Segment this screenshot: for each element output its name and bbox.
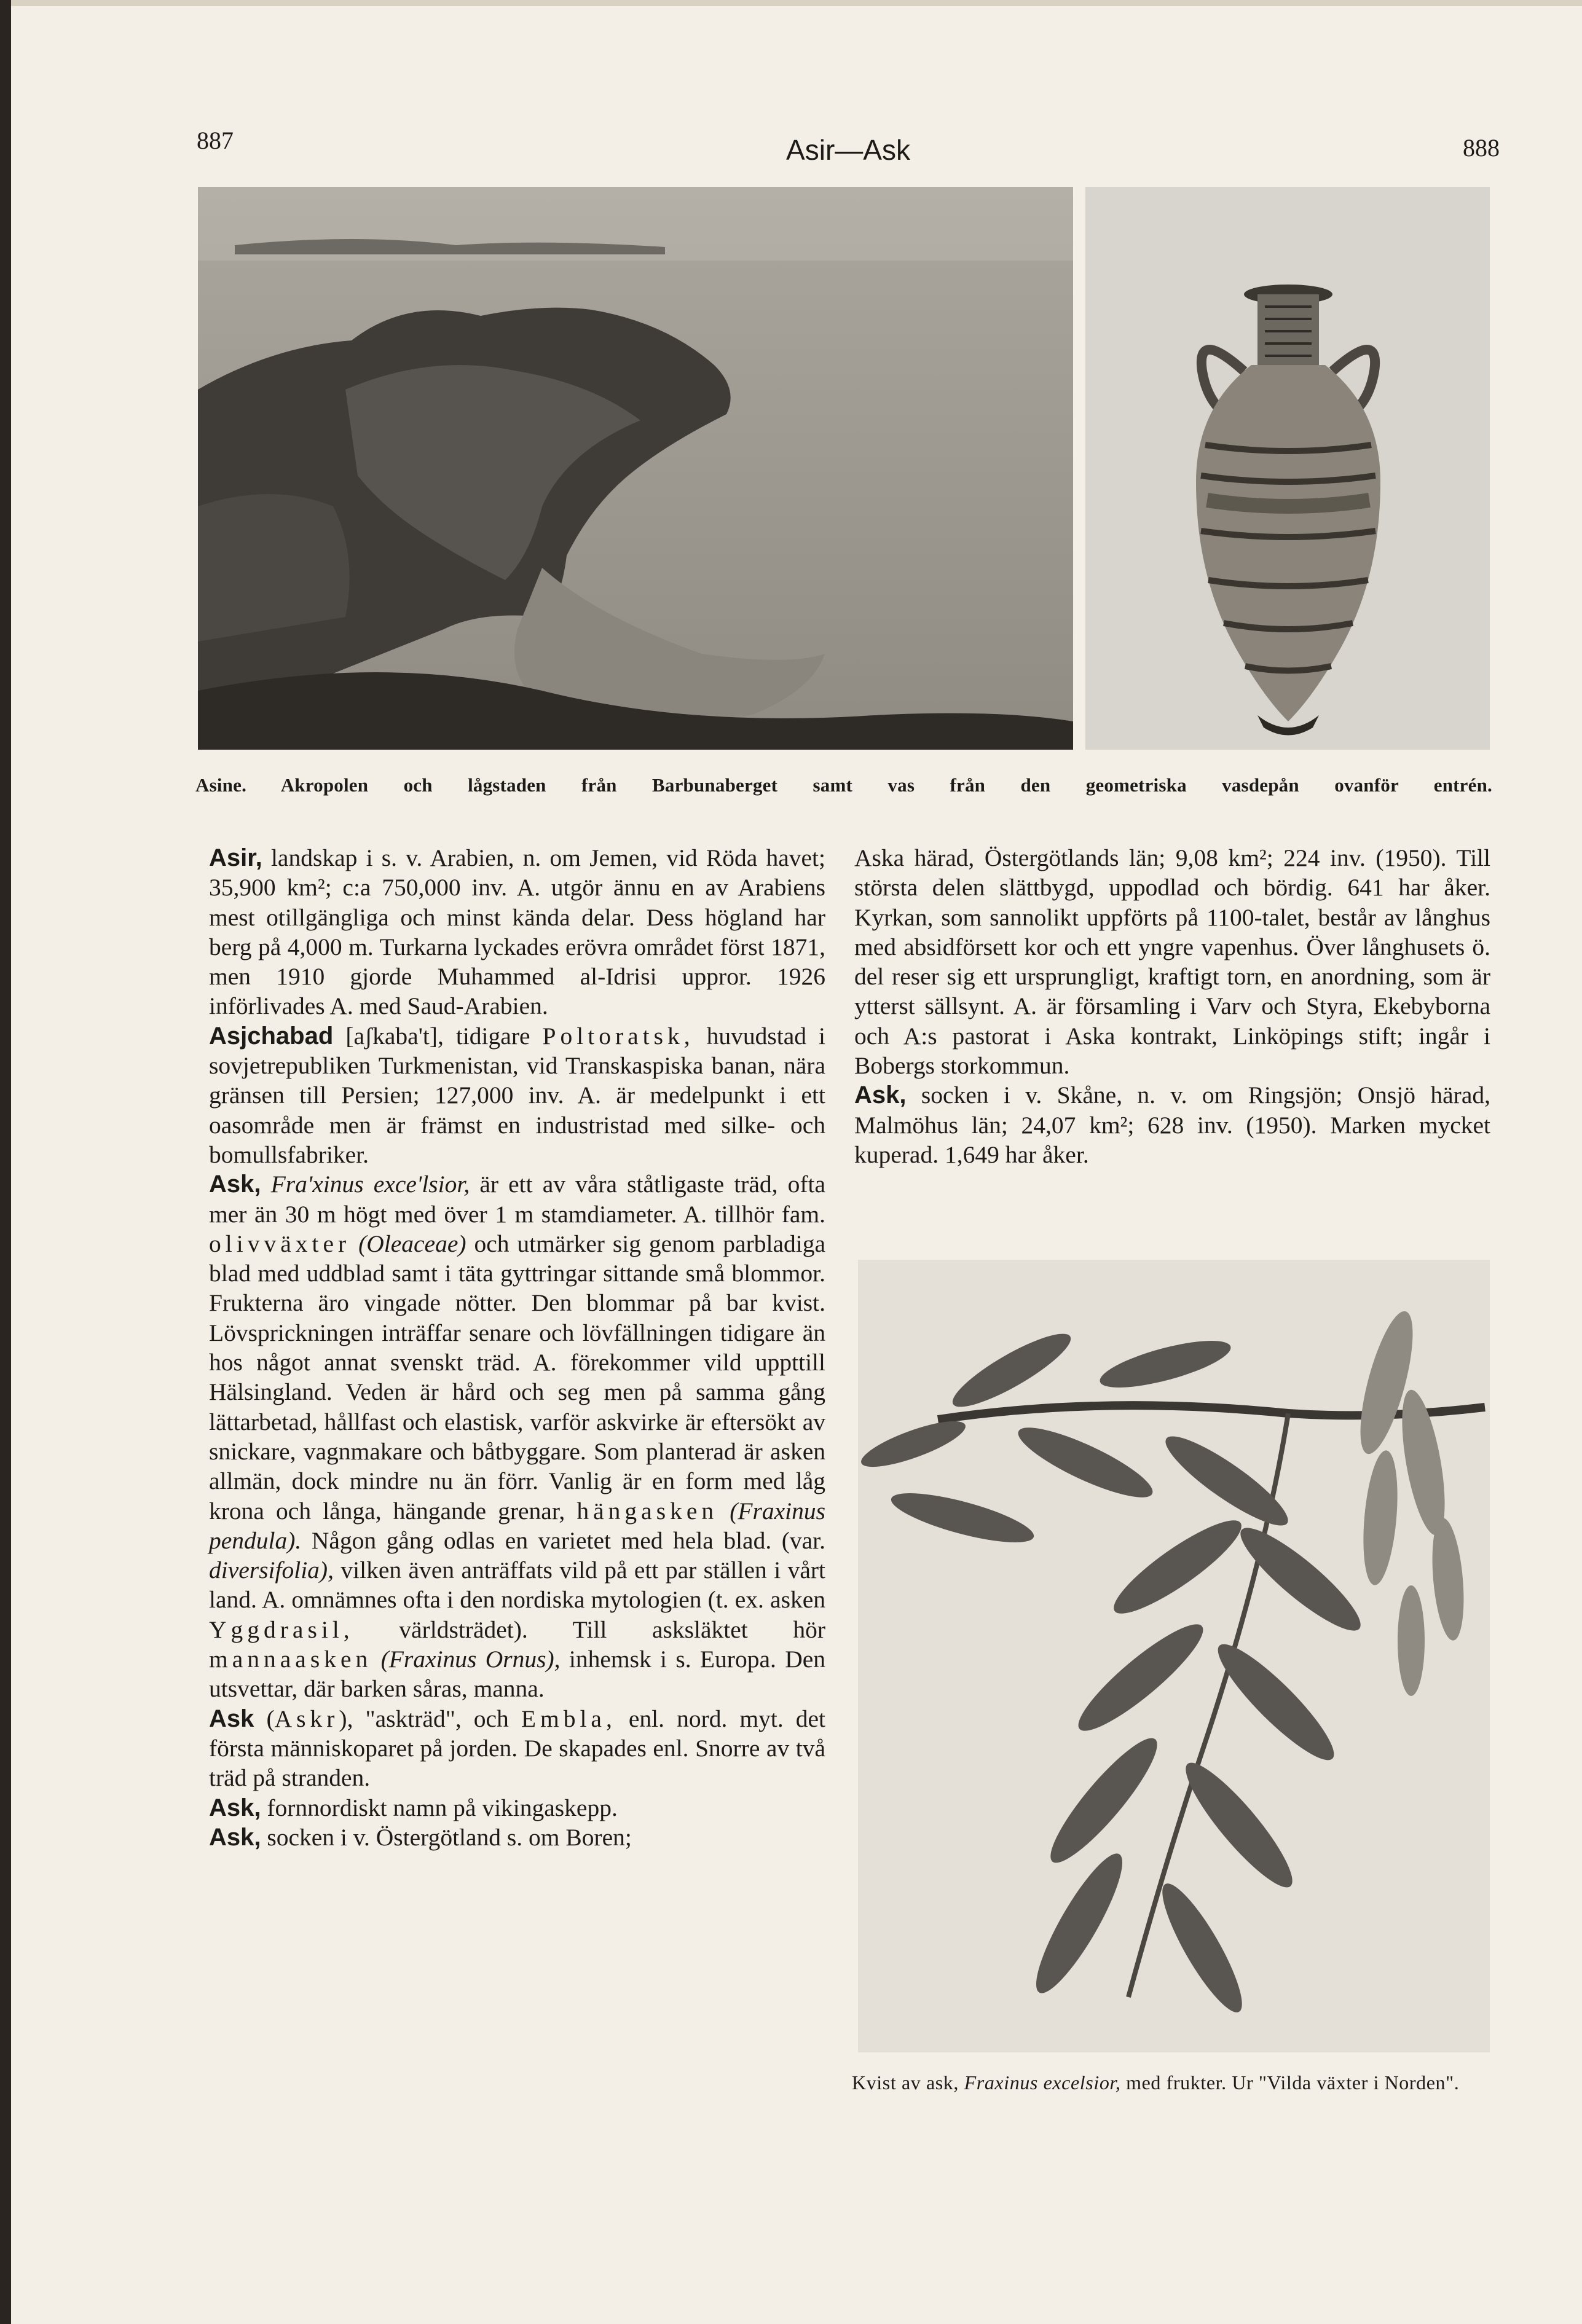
spaced-term: olivväxter <box>209 1230 351 1257</box>
pronunciation: [aʃkaba't], <box>345 1022 444 1050</box>
ash-figure-caption <box>852 2071 1486 2095</box>
entry-body: socken i v. Östergötland s. om Boren; <box>267 1823 632 1851</box>
spaced-term: Askr <box>274 1705 339 1732</box>
spaced-name: Poltoratsk, <box>542 1022 695 1050</box>
entry-body: huvudstad i sovjetrepubliken Turkmenistan, vid Transkaspiska banan, nära gränsen till Persien; 127,000 inv. A. är medelpunkt i ett oasområde men är främst en industristad med silke- och bomullsfabriker. <box>209 1022 825 1168</box>
entry-text: vilken även anträffats vild på ett par ställen i vårt land. A. omnämnes ofta i den nordiska mytologien (t. ex. asken <box>209 1557 825 1614</box>
caption-text: med frukter. Ur "Vilda växter i Norden". <box>1126 2071 1460 2094</box>
top-figure-caption: Asine. Akropolen och lågstaden från Barbunaberget samt vas från den geometriska vasdepån ovanför entrén. <box>195 774 1492 796</box>
spaced-term: Yggdrasil, <box>209 1615 354 1643</box>
caption-text: Kvist av ask, <box>852 2071 959 2094</box>
entry-asir <box>209 843 825 1021</box>
running-title: Asir—Ask <box>786 134 910 166</box>
headword: Ask, <box>854 1082 907 1109</box>
headword: Ask <box>209 1705 254 1732</box>
spaced-term: mannaasken <box>209 1646 372 1673</box>
spaced-term: Embla, <box>521 1705 616 1732</box>
entry-text: ), "askträd", och <box>339 1705 509 1732</box>
latin-name: (Fraxinus Ornus), <box>380 1646 561 1673</box>
entry-ask-ostergotland-continued: Aska härad, Östergötlands län; 9,08 km²; 224 inv. (1950). Till största delen slättbygd, uppodlad och bördig. 641 har åker. Kyrkan, som sannolikt uppförts på 1100-talet, består av långhus med absidförsett kor och ett yngre vapenhus. Över långhusets ö. del reser sig ett ursprungligt, kraftigt torn, en anordning, som är ytterst sällsynt. A. är församling i Varv och Styra, Ekebyborna och A:s pastorat i Aska kontrakt, Linköpings stift; ingår i Bobergs storkommun. <box>854 844 1490 1080</box>
entry-ask-ship <box>209 1793 825 1823</box>
entry-text: och utmärker sig genom parbladiga blad med uddblad samt i täta gyttringar sittande små blommor. Frukterna äro vingade nötter. Den blommar på bar kvist. Lövsprickningen inträffar senare och lövfällningen tidigare än hos något annat svenskt träd. A. förekommer vild uppttill Hälsingland. Veden är hård och seg men på samma gång lättarbetad, hållfast och elastisk, varför askvirke är eftersökt av snickare, vagnmakare och båtbyggare. Som planterad är asken allmän, dock mindre nu än förr. Vanlig är en form med låg krona och långa, hängande grenar, <box>209 1230 826 1525</box>
entry-ask-skane <box>854 1080 1490 1169</box>
latin-name: (Oleaceae) <box>358 1230 466 1257</box>
vase-photo <box>1085 187 1490 750</box>
entry-text: världsträdet). Till asksläktet hör <box>399 1615 826 1643</box>
page-number-left: 887 <box>197 127 234 154</box>
spaced-term: hängasken <box>577 1497 718 1525</box>
entry-ask-ostergotland <box>209 1823 825 1852</box>
entry-text: inhemsk i s. Europa. Den utsvettar, där barken såras, manna. <box>209 1646 826 1703</box>
latin-name: diversifolia), <box>209 1557 334 1584</box>
page-top-edge <box>0 0 1582 6</box>
entry-text: Någon gång odlas en varietet med hela blad. (var. <box>311 1526 826 1554</box>
entry-text: ( <box>266 1705 275 1732</box>
entry-body: fornnordiskt namn på vikingaskepp. <box>267 1794 618 1821</box>
entry-text: tidigare <box>455 1022 530 1050</box>
entry-asjchabad <box>209 1021 825 1169</box>
headword: Asjchabad <box>209 1022 334 1050</box>
entry-body: enl. nord. myt. det första människoparet på jorden. De skapades enl. Snorre av två träd på stranden. <box>209 1705 826 1792</box>
entry-body: socken i v. Skåne, n. v. om Ringsjön; Onsjö härad, Malmöhus län; 24,07 km²; 628 inv. (1950). Marken mycket kuperad. 1,649 har åker. <box>854 1082 1490 1168</box>
right-text-column <box>854 843 1490 1169</box>
entry-body: landskap i s. v. Arabien, n. om Jemen, vid Röda havet; 35,900 km²; c:a 750,000 inv. A. utgör ännu en av Arabiens mest otillgängliga och minst kända delar. Dess högland har berg på 4,000 m. Turkarna lyckades erövra området först 1871, men 1910 gjorde Muhammed al-Idrisi uppror. 1926 införlivades A. med Saud-Arabien. <box>209 844 826 1020</box>
headword: Ask, <box>209 1794 261 1821</box>
headword: Ask, <box>209 1823 261 1851</box>
headword: Asir, <box>209 844 262 871</box>
page-left-edge <box>0 0 11 2324</box>
entry-ask-myth <box>209 1704 825 1793</box>
headword: Ask, <box>209 1171 261 1198</box>
caption-latin: Fraxinus excelsior, <box>964 2071 1121 2094</box>
page-number-right: 888 <box>1463 134 1500 162</box>
entry-ask-tree <box>209 1169 825 1703</box>
left-text-column <box>209 843 825 1852</box>
asine-photo <box>198 187 1073 750</box>
ash-branch-photo <box>858 1260 1490 2052</box>
running-header <box>197 126 1500 169</box>
entry-text: är ett av våra ståtligaste träd, ofta mer än 30 m högt med över 1 m stamdiameter. A. tillhör fam. <box>209 1171 826 1228</box>
latin-name: (Fraxinus pendula). <box>209 1497 826 1554</box>
latin-name: Fra'xinus exce'lsior, <box>270 1171 470 1198</box>
